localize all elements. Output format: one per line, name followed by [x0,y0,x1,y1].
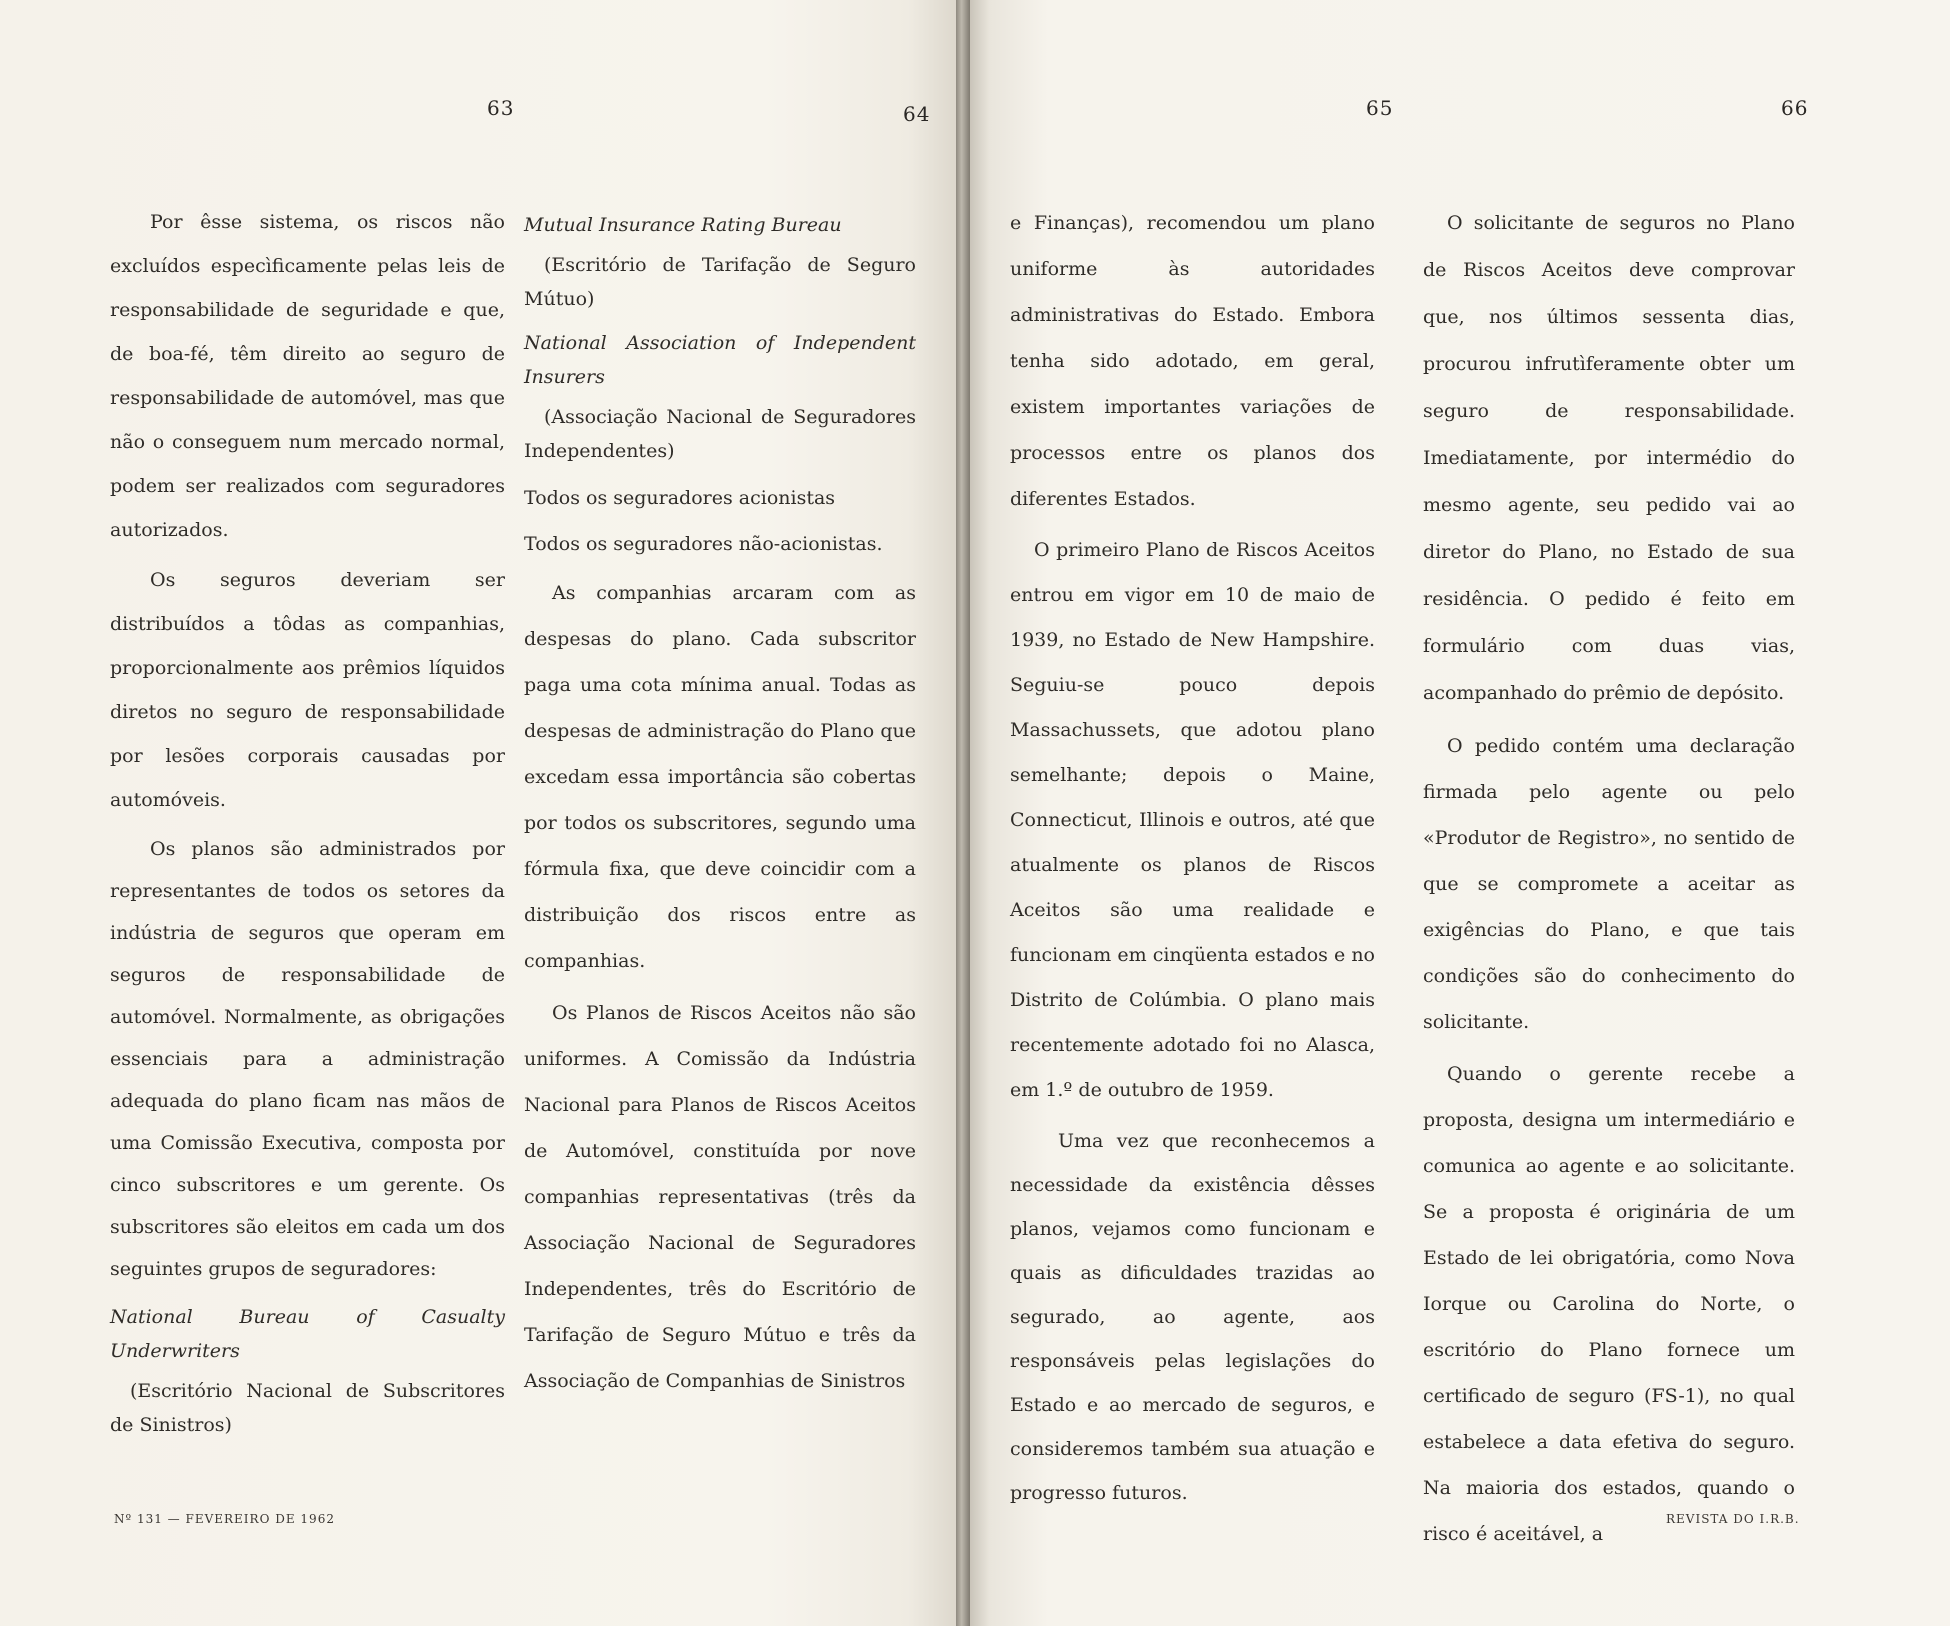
paragraph: Os planos são administrados por representantes de todos os setores da indústria de seguros que operam em seguros de responsabilidade de automóvel. Normalmente, as obrigações essenciais para a administração adequada do plano ficam nas mãos de uma Comissão Executiva, composta por cinco subscritores e um gerente. Os subscritores são eleitos em cada um dos seguintes grupos de seguradores: [110,838,505,1280]
column-page-63 [110,200,505,1452]
footer-issue: Nº 131 — FEVEREIRO DE 1962 [114,1512,335,1526]
paragraph: e Finanças), recomendou um plano uniforme às autoridades administrativas do Estado. Embora tenha sido adotado, em geral, existem importantes variações de processos entre os planos dos diferentes Estados. [1010,212,1375,510]
column-page-64 [524,208,916,1410]
paragraph: Os seguros deveriam ser distribuídos a tôdas as companhias, proporcionalmente aos prêmios líquidos diretos no seguro de responsabilidade por lesões corporais causadas por automóveis. [110,569,505,811]
column-page-65 [1010,200,1375,1521]
paragraph: O pedido contém uma declaração firmada pelo agente ou pelo «Produtor de Registro», no sentido de que se compromete a aceitar as exigências do Plano, e que tais condições são do conhecimento do solicitante. [1423,735,1795,1033]
group-name-translation: (Associação Nacional de Seguradores Independentes) [524,406,916,462]
paragraph: O primeiro Plano de Riscos Aceitos entrou em vigor em 10 de maio de 1939, no Estado de New Hampshire. Seguiu-se pouco depois Massachussets, que adotou plano semelhante; depois o Maine, Connecticut, Illinois e outros, até que atualmente os planos de Riscos Aceitos são uma realidade e funcionam em cinqüenta estados e no Distrito de Colúmbia. O plano mais recentemente adotado foi no Alasca, em 1.º de outubro de 1959. [1010,539,1375,1101]
paragraph: Uma vez que reconhecemos a necessidade da existência dêsses planos, vejamos como funcionam e quais as dificuldades trazidas ao segurado, ao agente, aos responsáveis pelas legislações do Estado e ao mercado de seguros, e consideremos também sua atuação e progresso futuros. [1010,1130,1375,1504]
right-leaf [970,0,1950,1626]
group-name-italic: National Association of Independent Insurers [524,332,916,388]
footer-journal: REVISTA DO I.R.B. [1666,1512,1800,1526]
group-line: Todos os seguradores acionistas [524,487,836,509]
page-number-66: 66 [1781,96,1809,120]
page-number-64: 64 [903,102,931,126]
group-name-italic: Mutual Insurance Rating Bureau [524,214,842,236]
paragraph: Os Planos de Riscos Aceitos não são uniformes. A Comissão da Indústria Nacional para Planos de Riscos Aceitos de Automóvel, constituída por nove companhias representativas (três da Associação Nacional de Seguradores Independentes, três do Escritório de Tarifação de Seguro Mútuo e três da Associação de Companhias de Sinistros [524,1002,916,1392]
book-gutter [956,0,970,1626]
paragraph: O solicitante de seguros no Plano de Riscos Aceitos deve comprovar que, nos últimos sessenta dias, procurou infrutìferamente obter um seguro de responsabilidade. Imediatamente, por intermédio do mesmo agente, seu pedido vai ao diretor do Plano, no Estado de sua residência. O pedido é feito em formulário com duas vias, acompanhado do prêmio de depósito. [1423,212,1795,704]
group-name-italic: National Bureau of Casualty Underwriters [110,1306,505,1362]
left-leaf [0,0,956,1626]
group-name-translation: (Escritório de Tarifação de Seguro Mútuo) [524,254,916,310]
paragraph: As companhias arcaram com as despesas do plano. Cada subscritor paga uma cota mínima anual. Todas as despesas de administração do Plano que excedam essa importância são cobertas por todos os subscritores, segundo uma fórmula fixa, que deve coincidir com a distribuição dos riscos entre as companhias. [524,582,916,972]
paragraph: Por êsse sistema, os riscos não excluídos especìficamente pelas leis de responsabilidade de seguridade e que, de boa-fé, têm direito ao seguro de responsabilidade de automóvel, mas que não o conseguem num mercado normal, podem ser realizados com seguradores autorizados. [110,211,505,541]
paragraph: Quando o gerente recebe a proposta, designa um intermediário e comunica ao agente e ao solicitante. Se a proposta é originária de um Estado de lei obrigatória, como Nova Iorque ou Carolina do Norte, o escritório do Plano fornece um certificado de seguro (FS-1), no qual estabelece a data efetiva do seguro. Na maioria dos estados, quando o risco é aceitável, a [1423,1063,1795,1545]
column-page-66 [1423,200,1795,1563]
page-number-63: 63 [487,96,515,120]
group-name-translation: (Escritório Nacional de Subscritores de Sinistros) [110,1380,505,1436]
page-number-65: 65 [1366,96,1394,120]
group-line: Todos os seguradores não-acionistas. [524,533,883,555]
